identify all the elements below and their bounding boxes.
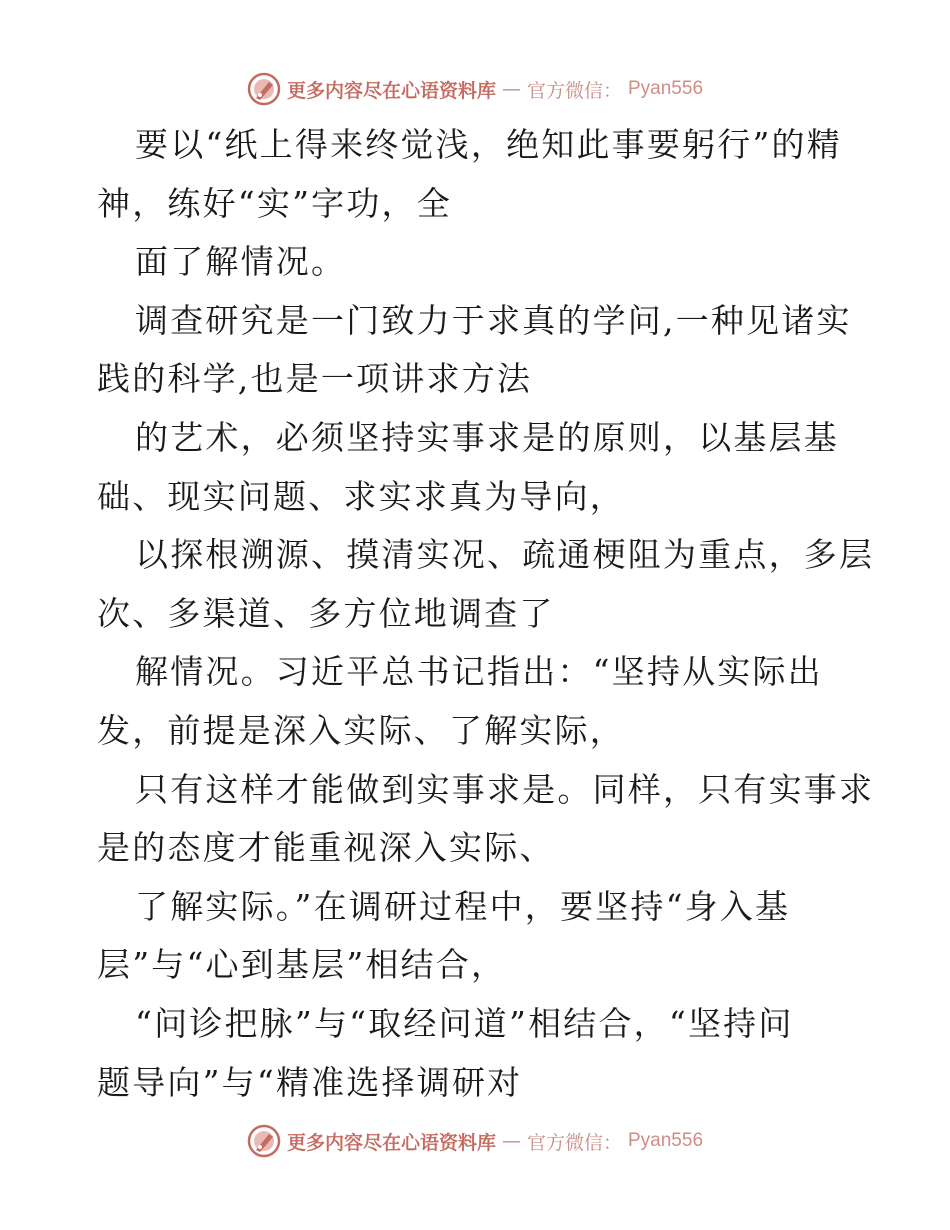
watermark-official-label: 官方微信： <box>526 1131 622 1154</box>
body-line: 以探根溯源、摸清实况、疏通梗阻为重点，多层 <box>135 535 875 575</box>
watermark-dash: — <box>501 78 521 100</box>
body-line: 的艺术，必须坚持实事求是的原则，以基层基 <box>135 417 839 457</box>
body-line: 础、现实问题、求实求真为导向， <box>97 476 625 516</box>
pen-nib-logo-icon <box>247 1124 281 1158</box>
body-line: 要以“纸上得来终觉浅，绝知此事要躬行”的精 <box>135 125 842 164</box>
body-line: 是的态度才能重视深入实际、 <box>97 828 555 868</box>
body-line: “问诊把脉”与“取经问道”相结合，“坚持问 <box>135 1003 794 1043</box>
body-line: 层”与“心到基层”相结合， <box>97 945 507 985</box>
body-line: 发，前提是深入实际、了解实际， <box>97 710 625 750</box>
body-line: 践的科学,也是一项讲求方法 <box>97 359 533 399</box>
body-line: 面了解情况。 <box>135 242 347 282</box>
body-line: 神，练好“实”字功，全 <box>97 183 452 223</box>
watermark-brand: 更多内容尽在心语资料库 <box>286 1131 496 1154</box>
body-line: 次、多渠道、多方位地调查了 <box>97 593 555 633</box>
watermark-wechat-id: Pyan556 <box>628 78 704 99</box>
header-watermark <box>0 72 950 106</box>
body-line: 调查研究是一门致力于求真的学问,一种见诸实 <box>135 300 852 340</box>
watermark-dash: — <box>501 1130 521 1152</box>
watermark-official-label: 官方微信： <box>526 79 622 102</box>
body-line: 解情况。习近平总书记指出：“坚持从实际出 <box>135 652 823 692</box>
watermark-brand: 更多内容尽在心语资料库 <box>286 79 496 102</box>
body-line: 题导向”与“精准选择调研对 <box>97 1062 523 1102</box>
document-body <box>97 116 875 1112</box>
body-line: 只有这样才能做到实事求是。同样，只有实事求 <box>135 769 875 809</box>
footer-watermark <box>0 1124 950 1158</box>
pen-nib-logo-icon <box>247 72 281 106</box>
watermark-wechat-id: Pyan556 <box>628 1130 704 1151</box>
body-line: 了解实际。”在调研过程中，要坚持“身入基 <box>135 886 791 926</box>
